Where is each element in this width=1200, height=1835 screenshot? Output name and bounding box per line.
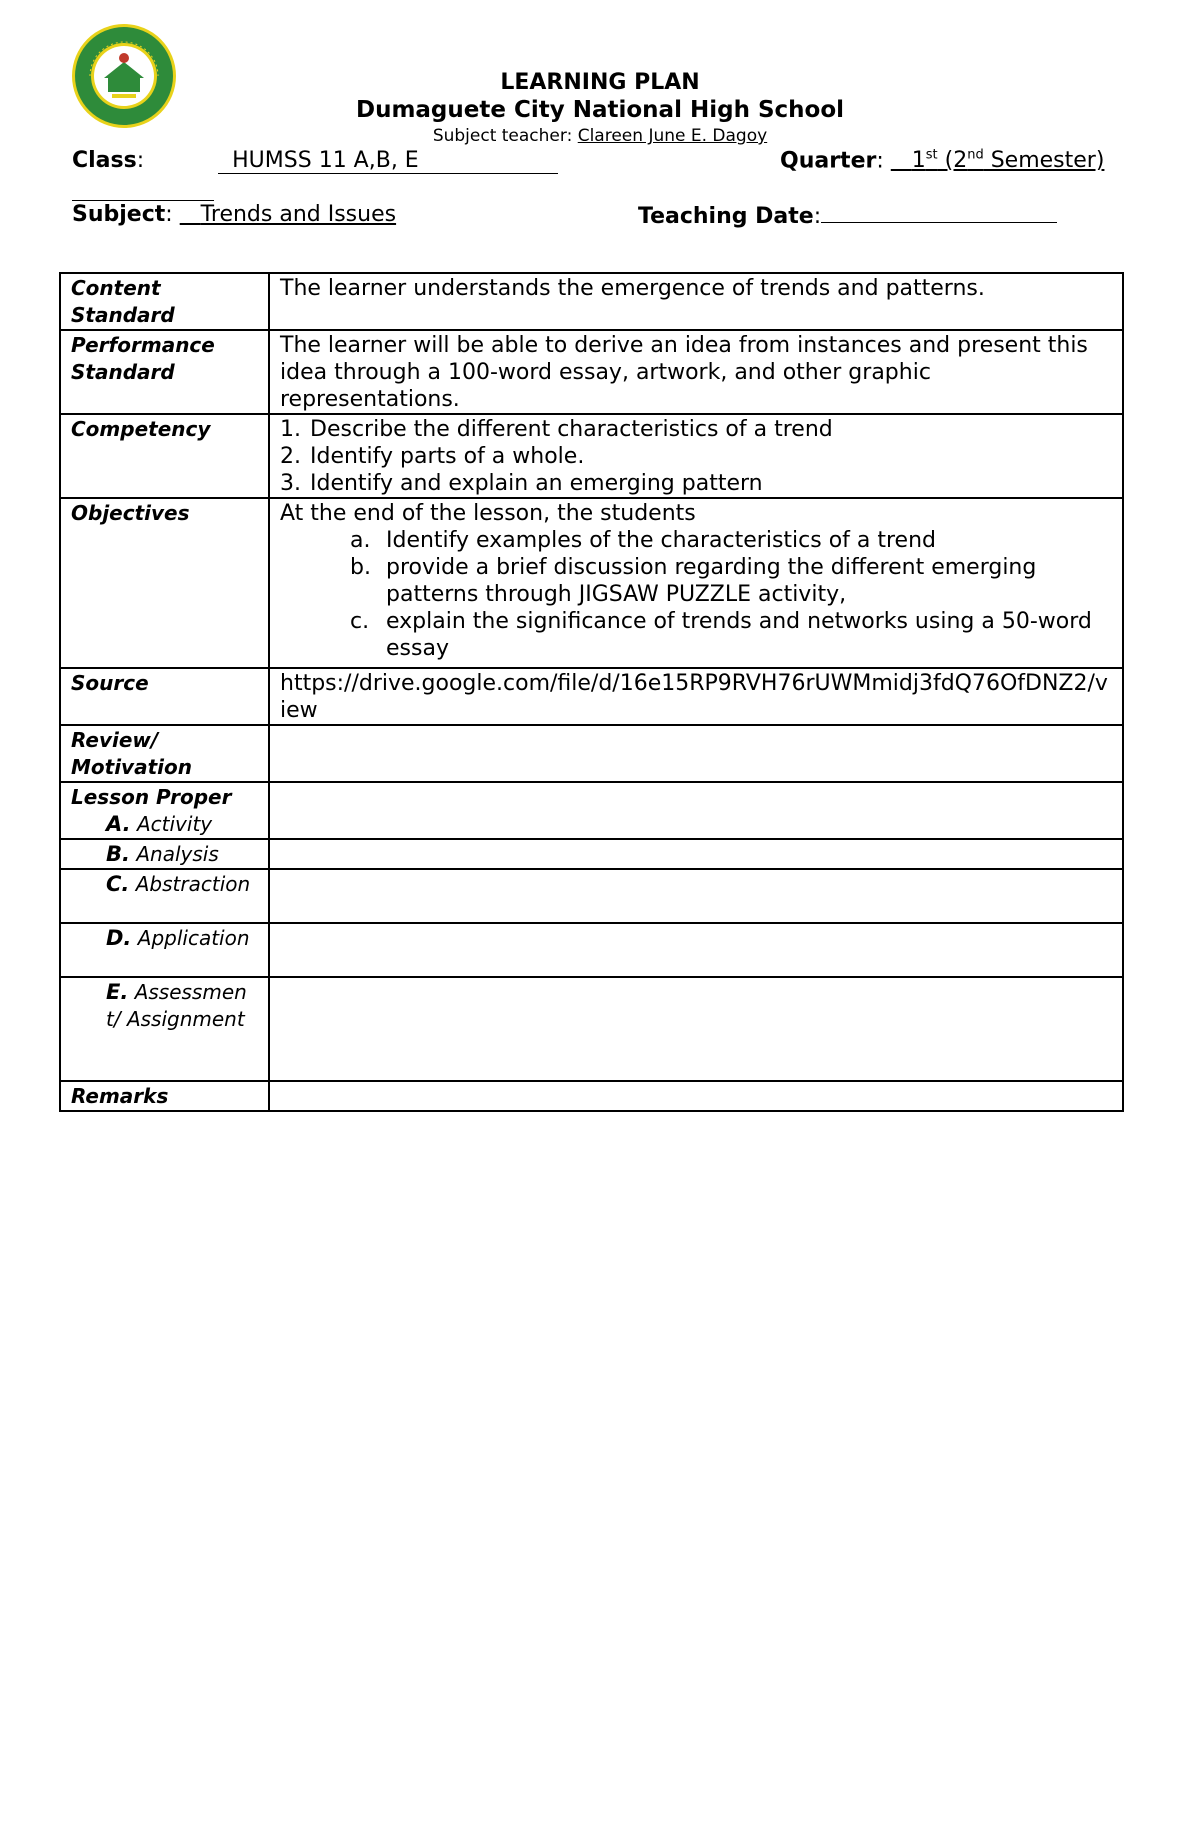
table-row [60, 498, 1123, 668]
assessment-label: E. Assessment/ Assignment [60, 977, 269, 1081]
remarks-cell[interactable] [269, 1081, 1123, 1111]
source-label: Source [60, 668, 269, 725]
teaching-date-label: Teaching Date [638, 204, 814, 229]
content-standard-label: Content Standard [60, 273, 269, 330]
review-motivation-cell[interactable] [269, 725, 1123, 782]
class-blank-line[interactable] [72, 180, 214, 201]
review-motivation-label: Review/ Motivation [60, 725, 269, 782]
list-item: c. explain the significance of trends and networks using a 50-word essay [350, 609, 1092, 661]
performance-standard-text: The learner will be able to derive an idea from instances and present this idea through a 100-word essay, artwork, and other graphic representations. [269, 330, 1123, 414]
competency-label: Competency [60, 414, 269, 498]
class-line: Class: HUMSS 11 A,B, E [72, 148, 558, 174]
performance-standard-label: Performance Standard [60, 330, 269, 414]
learning-plan-table [59, 272, 1124, 1112]
table-row [60, 725, 1123, 782]
table-row [60, 414, 1123, 498]
table-row [60, 273, 1123, 330]
quarter-line: Quarter: 1st (2nd Semester) [780, 148, 1105, 174]
table-row [60, 869, 1123, 923]
abstraction-label: C. Abstraction [60, 869, 269, 923]
remarks-label: Remarks [60, 1081, 269, 1111]
class-value: HUMSS 11 A,B, E [232, 148, 419, 173]
teacher-label: Subject teacher: [432, 126, 578, 146]
table-row [60, 923, 1123, 977]
document-title: LEARNING PLAN [500, 70, 700, 95]
objectives-cell [269, 498, 1123, 668]
quarter-label: Quarter [780, 148, 877, 174]
teacher-name: Clareen June E. Dagoy [577, 126, 768, 146]
content-standard-text: The learner understands the emergence of trends and patterns. [269, 273, 1123, 330]
subject-teacher [0, 126, 1200, 146]
application-cell[interactable] [269, 923, 1123, 977]
subject-line: Subject: Trends and Issues [72, 202, 397, 227]
activity-label: Activity [136, 812, 213, 836]
table-row [60, 330, 1123, 414]
subject-label: Subject [72, 202, 166, 227]
list-item: a. Identify examples of the characteristics of a trend [350, 528, 936, 553]
objectives-intro: At the end of the lesson, the students [280, 501, 696, 526]
list-item: b. provide a brief discussion regarding the different emerging patterns through JIGSAW PUZZLE activity, [350, 555, 1037, 607]
objectives-label: Objectives [60, 498, 269, 668]
table-row [60, 782, 1123, 839]
class-label: Class [72, 148, 137, 173]
source-link[interactable]: https://drive.google.com/file/d/16e15RP9RVH76rUWMmidj3fdQ76OfDNZ2/view [269, 668, 1123, 725]
list-item: 3. Identify and explain an emerging pattern [280, 471, 763, 496]
table-row [60, 668, 1123, 725]
teaching-date-line: Teaching Date: [638, 202, 1057, 229]
competency-list [269, 414, 1123, 498]
table-row [60, 839, 1123, 869]
abstraction-cell[interactable] [269, 869, 1123, 923]
lesson-proper-label: Lesson Proper A. Activity [60, 782, 269, 839]
school-name: Dumaguete City National High School [355, 97, 845, 123]
quarter-value: 1st (2nd Semester) [911, 148, 1105, 174]
list-item: 2. Identify parts of a whole. [280, 444, 585, 469]
analysis-cell[interactable] [269, 839, 1123, 869]
subject-value: Trends and Issues [200, 202, 397, 227]
list-item: 1. Describe the different characteristics of a trend [280, 417, 833, 442]
activity-cell[interactable] [269, 782, 1123, 839]
table-row [60, 977, 1123, 1081]
assessment-cell[interactable] [269, 977, 1123, 1081]
analysis-label: B. Analysis [60, 839, 269, 869]
table-row [60, 1081, 1123, 1111]
teaching-date-blank[interactable] [821, 202, 1057, 223]
application-label: D. Application [60, 923, 269, 977]
